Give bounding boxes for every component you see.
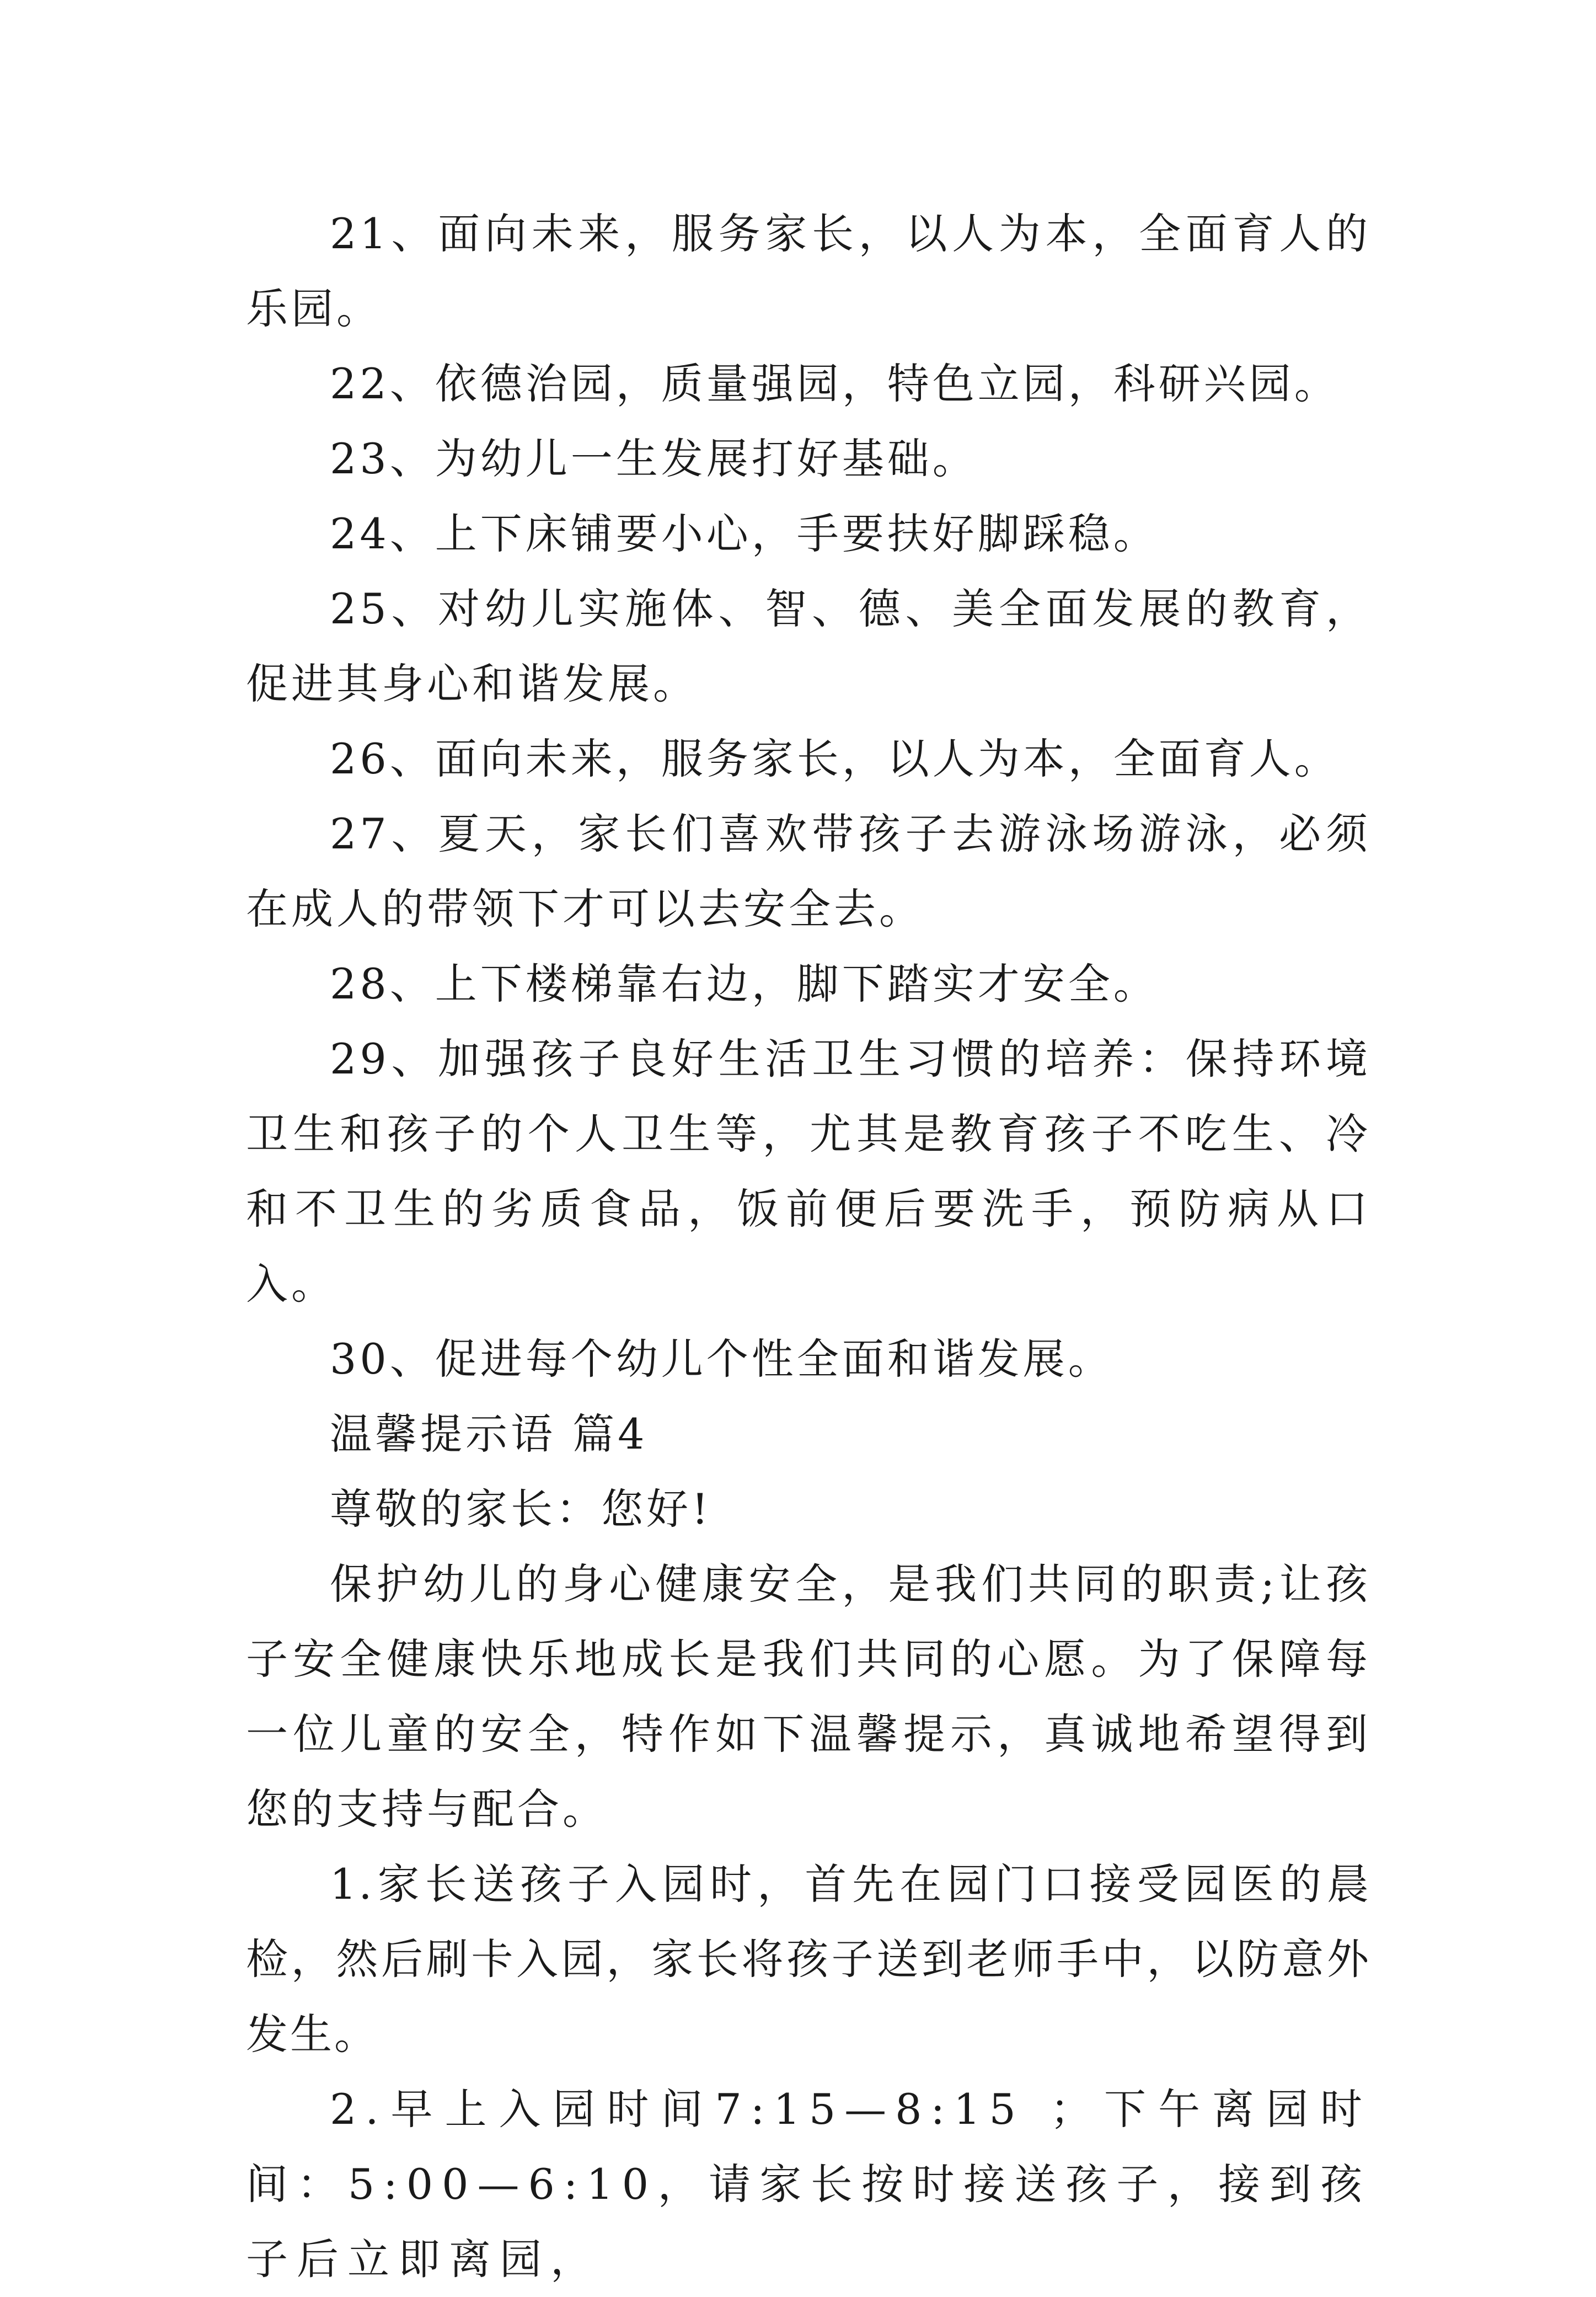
salutation: 尊敬的家长：您好!: [330, 1484, 712, 1534]
paragraph-21: 21、面向未来，服务家长，以人为本，全面育人的乐园。: [246, 209, 1371, 333]
paragraph-27: 27、夏天，家长们喜欢带孩子去游泳场游泳，必须在成人的带领下才可以去安全去。: [246, 809, 1371, 933]
paragraph-23: 23、为幼儿一生发展打好基础。: [330, 434, 978, 483]
document-body: [246, 196, 1371, 2297]
notice-item-2: 2.早上入园时间7:15—8:15 ；下午离园时间：5:00—6:10，请家长按时接送孩子，接到孩子后立即离园，: [246, 2085, 1371, 2284]
intro-paragraph: 保护幼儿的身心健康安全，是我们共同的职责;让孩子安全健康快乐地成长是我们共同的心愿。为了保障每一位儿童的安全，特作如下温馨提示，真诚地希望得到您的支持与配合。: [246, 1559, 1371, 1834]
paragraph-22: 22、依德治园，质量强园，特色立园，科研兴园。: [330, 359, 1340, 408]
paragraph-28: 28、上下楼梯靠右边，脚下踏实才安全。: [330, 959, 1159, 1008]
paragraph-25: 25、对幼儿实施体、智、德、美全面发展的教育，促进其身心和谐发展。: [246, 584, 1371, 708]
notice-item-1: 1.家长送孩子入园时，首先在园门口接受园医的晨检，然后刷卡入园，家长将孩子送到老师手中，以防意外发生。: [246, 1860, 1371, 2059]
paragraph-30: 30、促进每个幼儿个性全面和谐发展。: [330, 1334, 1113, 1383]
paragraph-24: 24、上下床铺要小心，手要扶好脚踩稳。: [330, 509, 1159, 558]
paragraph-26: 26、面向未来，服务家长，以人为本，全面育人。: [330, 734, 1340, 783]
section-heading: 温馨提示语 篇4: [330, 1409, 648, 1459]
paragraph-29: 29、加强孩子良好生活卫生习惯的培养：保持环境卫生和孩子的个人卫生等，尤其是教育孩子不吃生、冷和不卫生的劣质食品，饭前便后要洗手，预防病从口入。: [246, 1034, 1371, 1308]
